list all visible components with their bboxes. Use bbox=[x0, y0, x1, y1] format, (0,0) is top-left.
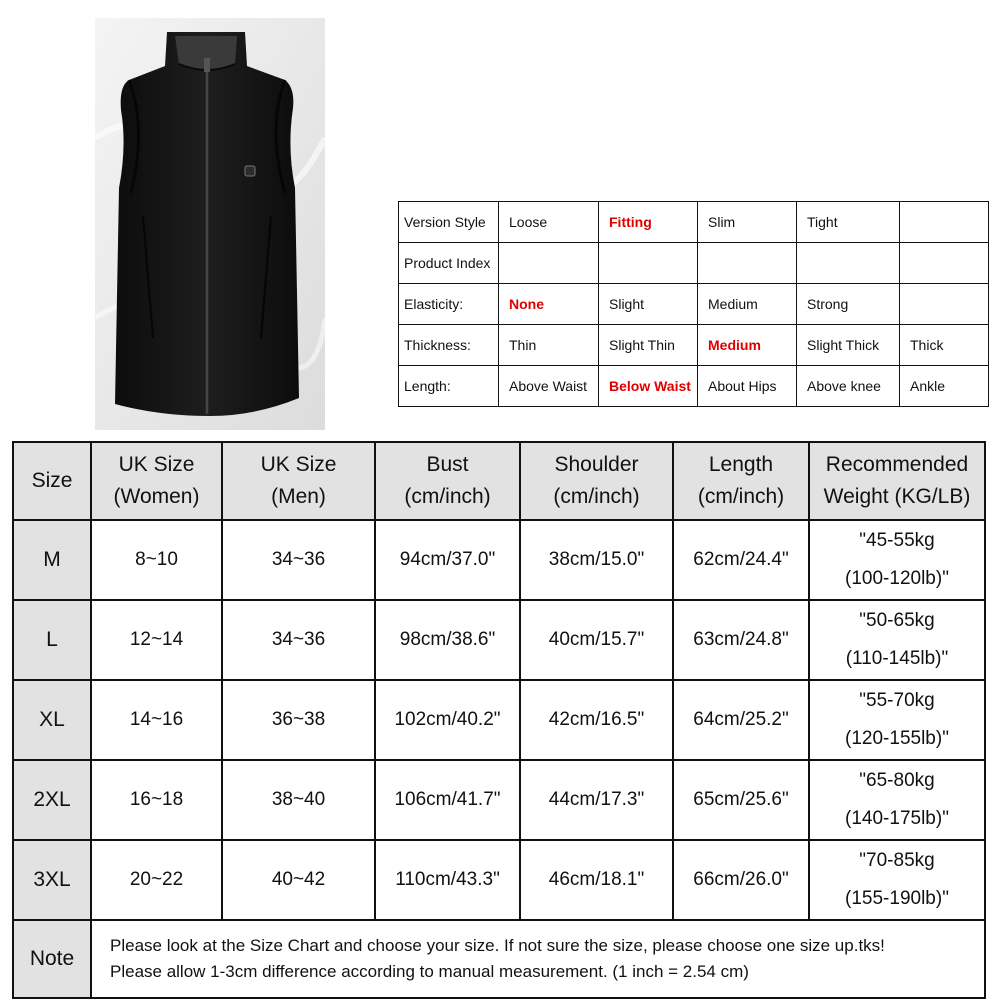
size-row bbox=[13, 520, 985, 600]
size-cell-shoulder: 44cm/17.3" bbox=[520, 760, 673, 840]
size-cell-men: 34~36 bbox=[222, 600, 375, 680]
weight-kg: "55-70kg bbox=[859, 690, 935, 711]
weight-lb: (120-155lb)" bbox=[845, 728, 949, 749]
size-cell-weight bbox=[809, 840, 985, 920]
size-label: M bbox=[13, 520, 91, 600]
attribute-value bbox=[900, 202, 989, 243]
header-weight: Recommended Weight (KG/LB) bbox=[809, 442, 985, 520]
product-photo-black-vest bbox=[95, 18, 325, 430]
attribute-row bbox=[399, 325, 989, 366]
note-label: Note bbox=[13, 920, 91, 998]
size-label: XL bbox=[13, 680, 91, 760]
note-row bbox=[13, 920, 985, 998]
attribute-value bbox=[499, 243, 599, 284]
weight-kg: "45-55kg bbox=[859, 530, 935, 551]
attribute-value bbox=[900, 243, 989, 284]
weight-lb: (100-120lb)" bbox=[845, 568, 949, 589]
attribute-value: Ankle bbox=[900, 366, 989, 407]
header-uk-men: UK Size (Men) bbox=[222, 442, 375, 520]
attribute-value: Above knee bbox=[797, 366, 900, 407]
size-label: 2XL bbox=[13, 760, 91, 840]
size-chart-header-row bbox=[13, 442, 985, 520]
size-cell-women: 8~10 bbox=[91, 520, 222, 600]
weight-lb: (140-175lb)" bbox=[845, 808, 949, 829]
attribute-value: Slight bbox=[599, 284, 698, 325]
attribute-value bbox=[797, 243, 900, 284]
attribute-label: Length: bbox=[399, 366, 499, 407]
attribute-value: Thin bbox=[499, 325, 599, 366]
header-uk-women: UK Size (Women) bbox=[91, 442, 222, 520]
size-cell-bust: 102cm/40.2" bbox=[375, 680, 520, 760]
attribute-row bbox=[399, 243, 989, 284]
attribute-value: Below Waist bbox=[599, 366, 698, 407]
attribute-value bbox=[599, 243, 698, 284]
size-label: L bbox=[13, 600, 91, 680]
note-text bbox=[91, 920, 985, 998]
attribute-value: Above Waist bbox=[499, 366, 599, 407]
size-cell-length: 62cm/24.4" bbox=[673, 520, 809, 600]
attribute-value: Thick bbox=[900, 325, 989, 366]
size-cell-men: 34~36 bbox=[222, 520, 375, 600]
size-cell-weight bbox=[809, 520, 985, 600]
size-cell-men: 38~40 bbox=[222, 760, 375, 840]
size-cell-women: 14~16 bbox=[91, 680, 222, 760]
size-cell-bust: 110cm/43.3" bbox=[375, 840, 520, 920]
size-row bbox=[13, 840, 985, 920]
weight-kg: "65-80kg bbox=[859, 770, 935, 791]
attribute-row bbox=[399, 284, 989, 325]
vest-illustration bbox=[95, 18, 325, 430]
size-cell-length: 64cm/25.2" bbox=[673, 680, 809, 760]
attribute-value: Slight Thin bbox=[599, 325, 698, 366]
size-cell-women: 20~22 bbox=[91, 840, 222, 920]
size-cell-weight bbox=[809, 600, 985, 680]
header-bust: Bust (cm/inch) bbox=[375, 442, 520, 520]
attribute-value: About Hips bbox=[698, 366, 797, 407]
weight-kg: "50-65kg bbox=[859, 610, 935, 631]
size-cell-bust: 98cm/38.6" bbox=[375, 600, 520, 680]
attribute-value: Fitting bbox=[599, 202, 698, 243]
size-cell-women: 12~14 bbox=[91, 600, 222, 680]
note-line-2: Please allow 1-3cm difference according to manual measurement. (1 inch = 2.54 cm) bbox=[110, 962, 749, 981]
size-cell-length: 66cm/26.0" bbox=[673, 840, 809, 920]
attribute-value: Strong bbox=[797, 284, 900, 325]
size-cell-shoulder: 46cm/18.1" bbox=[520, 840, 673, 920]
header-length: Length (cm/inch) bbox=[673, 442, 809, 520]
attribute-label: Version Style bbox=[399, 202, 499, 243]
attribute-value: Medium bbox=[698, 325, 797, 366]
attribute-value: None bbox=[499, 284, 599, 325]
attribute-value: Slim bbox=[698, 202, 797, 243]
attribute-row bbox=[399, 202, 989, 243]
size-row bbox=[13, 760, 985, 840]
attribute-label: Elasticity: bbox=[399, 284, 499, 325]
size-cell-length: 63cm/24.8" bbox=[673, 600, 809, 680]
attribute-value bbox=[900, 284, 989, 325]
attribute-value: Slight Thick bbox=[797, 325, 900, 366]
attribute-label: Product Index bbox=[399, 243, 499, 284]
size-cell-men: 40~42 bbox=[222, 840, 375, 920]
product-attributes-table bbox=[398, 201, 989, 407]
header-shoulder: Shoulder (cm/inch) bbox=[520, 442, 673, 520]
size-label: 3XL bbox=[13, 840, 91, 920]
attribute-label: Thickness: bbox=[399, 325, 499, 366]
attribute-value: Medium bbox=[698, 284, 797, 325]
size-cell-bust: 106cm/41.7" bbox=[375, 760, 520, 840]
size-cell-men: 36~38 bbox=[222, 680, 375, 760]
header-size: Size bbox=[13, 442, 91, 520]
size-cell-shoulder: 40cm/15.7" bbox=[520, 600, 673, 680]
size-cell-bust: 94cm/37.0" bbox=[375, 520, 520, 600]
attribute-value: Tight bbox=[797, 202, 900, 243]
size-row bbox=[13, 680, 985, 760]
weight-lb: (110-145lb)" bbox=[845, 648, 949, 669]
attribute-value: Loose bbox=[499, 202, 599, 243]
weight-lb: (155-190lb)" bbox=[845, 888, 949, 909]
weight-kg: "70-85kg bbox=[859, 850, 935, 871]
size-cell-weight bbox=[809, 760, 985, 840]
size-cell-shoulder: 42cm/16.5" bbox=[520, 680, 673, 760]
note-line-1: Please look at the Size Chart and choose your size. If not sure the size, please choose one size up.tks! bbox=[110, 936, 885, 955]
size-cell-shoulder: 38cm/15.0" bbox=[520, 520, 673, 600]
attribute-value bbox=[698, 243, 797, 284]
size-chart-table bbox=[12, 441, 986, 999]
size-row bbox=[13, 600, 985, 680]
size-cell-length: 65cm/25.6" bbox=[673, 760, 809, 840]
size-cell-women: 16~18 bbox=[91, 760, 222, 840]
size-cell-weight bbox=[809, 680, 985, 760]
attribute-row bbox=[399, 366, 989, 407]
